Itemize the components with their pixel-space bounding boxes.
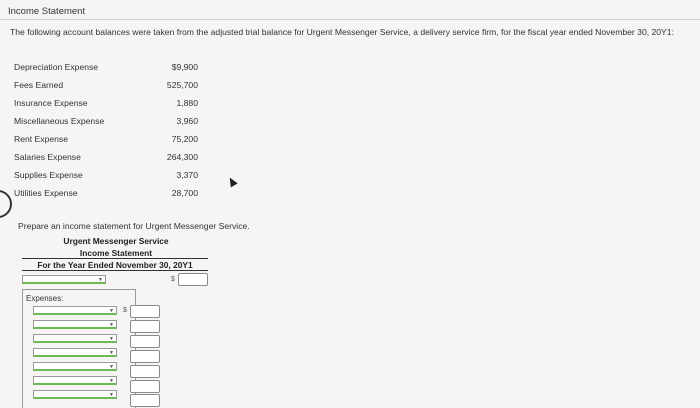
divider	[0, 19, 700, 20]
page-title: Income Statement	[8, 6, 86, 17]
chevron-down-icon: ▼	[109, 308, 114, 314]
chevron-down-icon: ▼	[98, 277, 103, 283]
expense-account-select[interactable]	[33, 348, 117, 357]
statement-period: For the Year Ended November 30, 20Y1	[37, 260, 193, 270]
account-name: Supplies Expense	[14, 170, 83, 180]
account-value: 1,880	[176, 98, 198, 108]
header-divider	[22, 270, 208, 271]
intro-text: The following account balances were taken from the adjusted trial balance for Urgent Messenger Service, a delivery service firm, for the fiscal year ended November 30, 20Y1:	[10, 27, 674, 37]
chevron-down-icon: ▼	[109, 392, 114, 398]
expense-amount-input[interactable]	[130, 335, 160, 348]
expense-account-select[interactable]	[33, 306, 117, 315]
chevron-down-icon: ▼	[109, 364, 114, 370]
expense-account-select[interactable]	[33, 376, 117, 385]
account-name: Depreciation Expense	[14, 62, 99, 72]
account-name: Insurance Expense	[14, 98, 88, 108]
instruction-text: Prepare an income statement for Urgent Messenger Service.	[18, 221, 250, 231]
account-name: Salaries Expense	[14, 152, 81, 162]
chevron-down-icon: ▼	[109, 378, 114, 384]
expense-account-select[interactable]	[33, 390, 117, 399]
expense-account-select[interactable]	[33, 334, 117, 343]
currency-symbol: $	[123, 307, 127, 314]
account-value: 3,370	[176, 170, 198, 180]
account-value: 28,700	[171, 188, 198, 198]
account-value: 3,960	[176, 116, 198, 126]
mouse-cursor-icon	[226, 176, 237, 188]
chevron-down-icon: ▼	[109, 322, 114, 328]
account-name: Utilities Expense	[14, 188, 78, 198]
expense-amount-input[interactable]	[130, 394, 160, 407]
account-name: Rent Expense	[14, 134, 68, 144]
account-value: 75,200	[171, 134, 198, 144]
expense-account-select[interactable]	[33, 320, 117, 329]
chevron-down-icon: ▼	[109, 350, 114, 356]
account-name: Fees Earned	[14, 80, 64, 90]
revenue-amount-input[interactable]	[178, 273, 208, 286]
expense-account-select[interactable]	[33, 362, 117, 371]
account-name: Miscellaneous Expense	[14, 116, 105, 126]
expense-amount-input[interactable]	[130, 350, 160, 363]
account-value: 264,300	[166, 152, 198, 162]
revenue-account-select[interactable]	[22, 275, 106, 284]
account-value: 525,700	[166, 80, 198, 90]
company-name: Urgent Messenger Service	[63, 236, 169, 246]
chevron-down-icon: ▼	[109, 336, 114, 342]
currency-symbol: $	[171, 276, 175, 283]
account-value: $9,900	[171, 62, 198, 72]
expense-amount-input[interactable]	[130, 365, 160, 378]
header-divider	[22, 258, 208, 259]
expense-amount-input[interactable]	[130, 305, 160, 318]
statement-name: Income Statement	[79, 248, 153, 258]
expense-amount-input[interactable]	[130, 380, 160, 393]
expense-amount-input[interactable]	[130, 320, 160, 333]
expenses-label: Expenses:	[26, 294, 64, 303]
